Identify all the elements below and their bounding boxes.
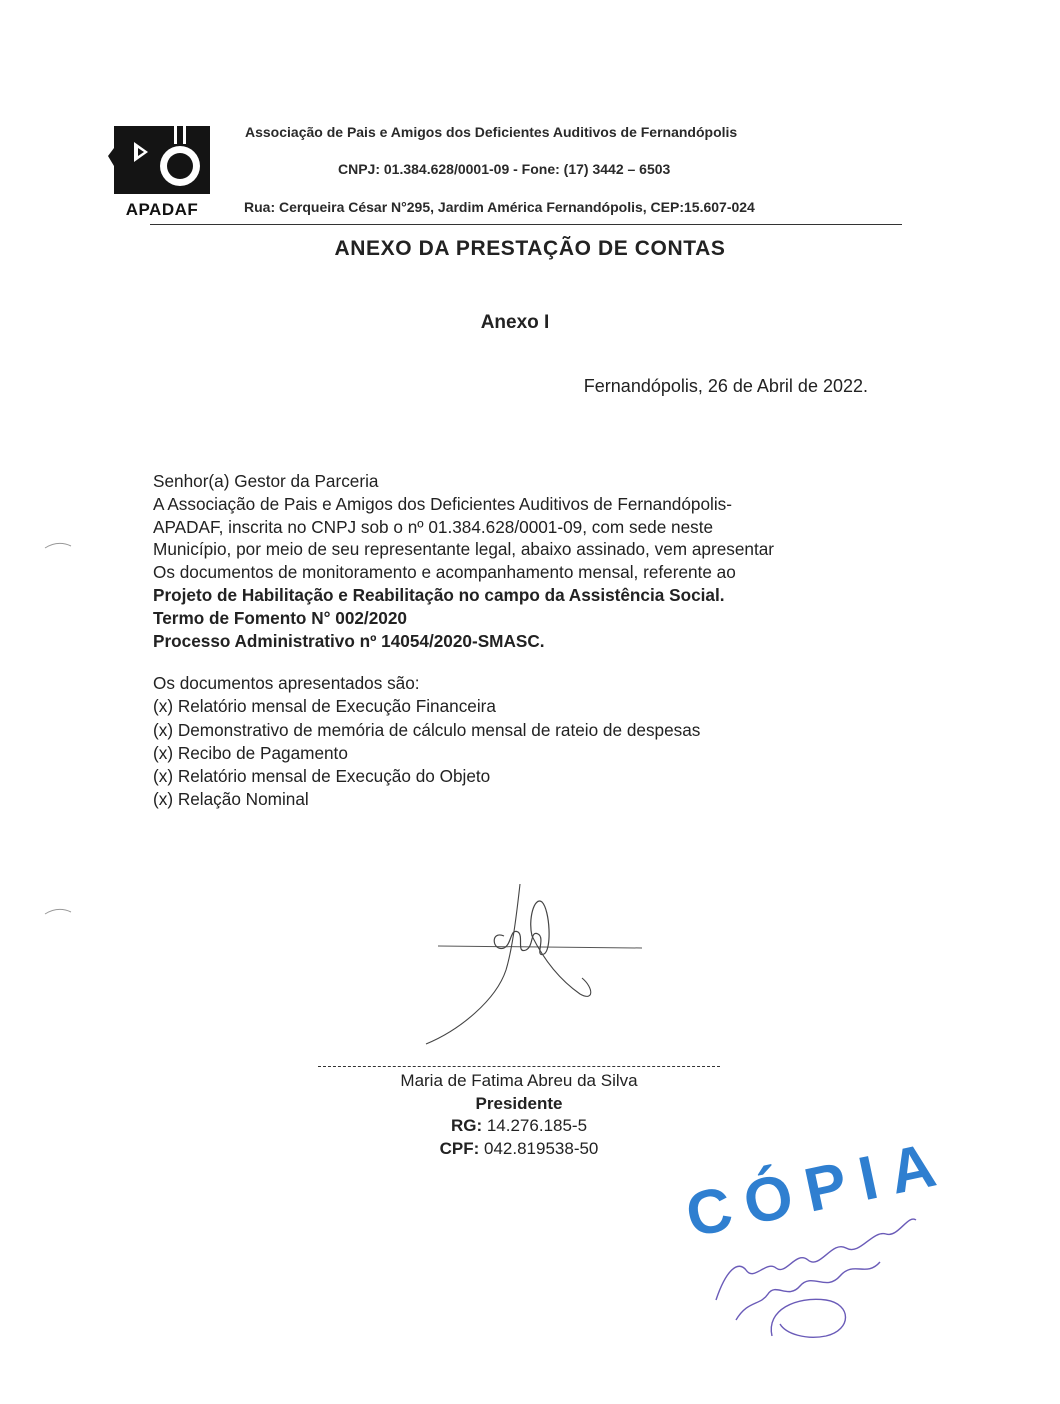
letter-body xyxy=(153,470,873,652)
body-line: Município, por meio de seu representante legal, abaixo assinado, vem apresentar xyxy=(153,539,775,560)
list-item: (x) Relatório mensal de Execução Financeira xyxy=(153,696,496,717)
body-line: Os documentos de monitoramento e acompanhamento mensal, referente ao xyxy=(153,562,736,583)
body-line: APADAF, inscrita no CNPJ sob o nº 01.384.628/0001-09, com sede neste xyxy=(153,516,714,537)
document-subtitle: Anexo I xyxy=(480,312,550,333)
letterhead-cnpj: CNPJ: 01.384.628/0001-09 - Fone: (17) 3442 – 6503 xyxy=(338,161,671,177)
signatory-rg xyxy=(318,1115,720,1138)
cpf-label: CPF: xyxy=(439,1138,480,1158)
project-name: Projeto de Habilitação e Reabilitação no campo da Assistência Social. xyxy=(153,584,725,605)
process-number: Processo Administrativo nº 14054/2020-SMASC. xyxy=(153,630,545,651)
list-item: (x) Recibo de Pagamento xyxy=(153,742,348,763)
letterhead-address: Rua: Cerqueira César N°295, Jardim América Fernandópolis, CEP:15.607-024 xyxy=(244,199,755,215)
signatory-cpf xyxy=(318,1138,720,1161)
body-line: A Associação de Pais e Amigos dos Deficientes Auditivos de Fernandópolis- xyxy=(153,493,732,514)
list-item: (x) Relação Nominal xyxy=(153,789,309,810)
document-date: Fernandópolis, 26 de Abril de 2022. xyxy=(583,376,868,396)
greeting: Senhor(a) Gestor da Parceria xyxy=(153,471,379,491)
handwritten-signature xyxy=(420,880,660,1050)
documents-list xyxy=(153,672,873,812)
margin-mark xyxy=(44,540,72,550)
letterhead-name: Associação de Pais e Amigos dos Deficientes Auditivos de Fernandópolis xyxy=(245,124,738,140)
logo-icon xyxy=(108,122,216,198)
header-rule xyxy=(150,224,902,225)
margin-mark xyxy=(44,906,72,916)
signature-line xyxy=(318,1066,720,1067)
term-number: Termo de Fomento N° 002/2020 xyxy=(153,607,407,628)
copy-stamp xyxy=(676,1110,956,1340)
apadaf-logo xyxy=(104,120,220,220)
rg-value: 14.276.185-5 xyxy=(482,1116,588,1135)
logo-text: APADAF xyxy=(125,200,199,219)
cpf-value: 042.819538-50 xyxy=(479,1138,599,1158)
signatory-role: Presidente xyxy=(475,1093,563,1113)
list-item: (x) Demonstrativo de memória de cálculo mensal de rateio de despesas xyxy=(153,719,701,740)
documents-intro: Os documentos apresentados são: xyxy=(153,673,420,693)
signatory-name: Maria de Fatima Abreu da Silva xyxy=(400,1071,638,1090)
stamp-text: CÓPIA xyxy=(680,1127,956,1251)
document-title: ANEXO DA PRESTAÇÃO DE CONTAS xyxy=(334,237,726,260)
rg-label: RG: xyxy=(450,1116,483,1135)
list-item: (x) Relatório mensal de Execução do Objeto xyxy=(153,766,491,787)
signatory-block xyxy=(318,1070,720,1160)
